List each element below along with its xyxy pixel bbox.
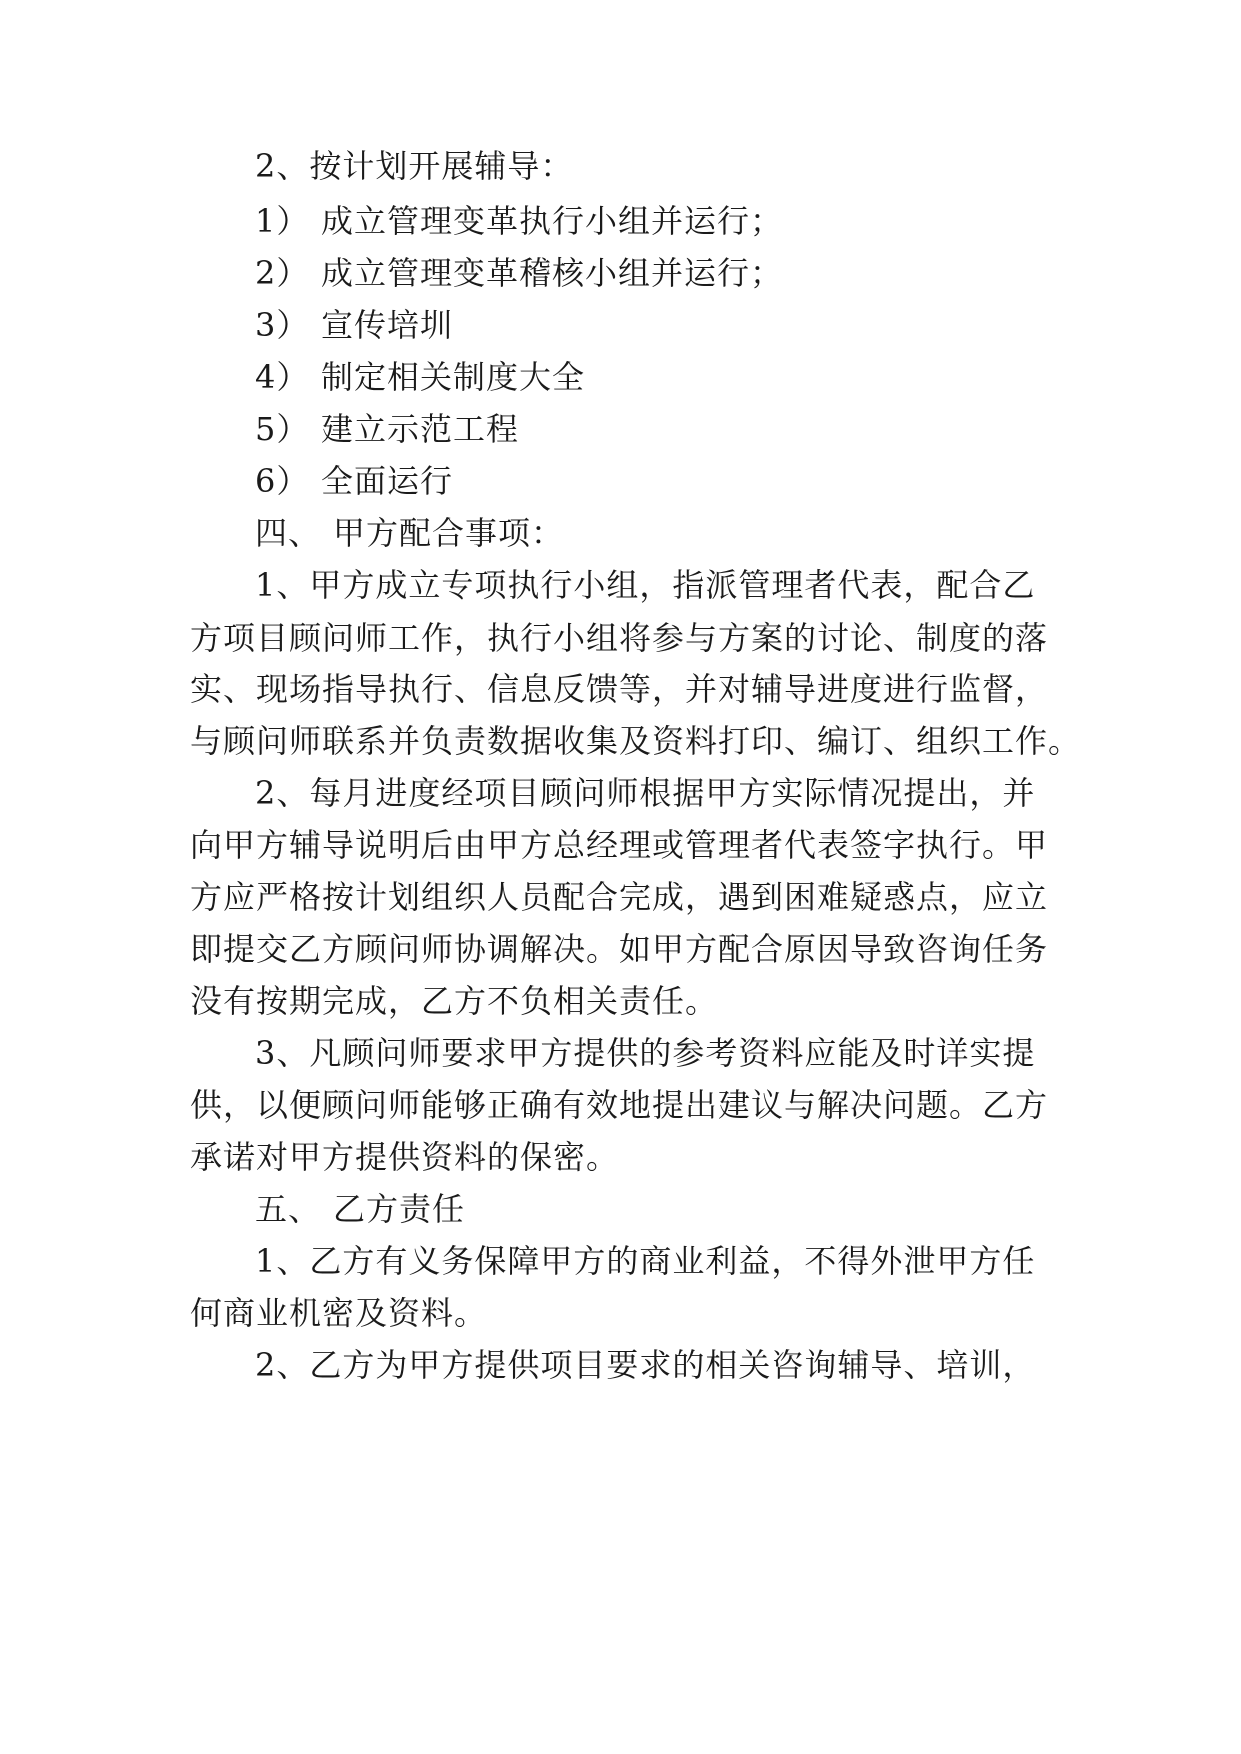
paragraph-line: 即提交乙方顾问师协调解决。如甲方配合原因导致咨询任务 (190, 930, 1049, 968)
list-number: 1） (255, 202, 310, 240)
list-text: 制定相关制度大全 (321, 358, 586, 396)
list-item (255, 459, 453, 503)
list-number: 3） (255, 306, 310, 344)
list-text: 宣传培圳 (321, 306, 454, 344)
paragraph-line: 何商业机密及资料。 (190, 1294, 488, 1332)
list-number: 2） (255, 254, 310, 292)
paragraph-line: 供，以便顾问师能够正确有效地提出建议与解决问题。乙方 (190, 1086, 1049, 1124)
paragraph-line: 2、每月进度经项目顾问师根据甲方实际情况提出，并 (255, 774, 1036, 812)
list-item (255, 199, 783, 243)
list-text: 建立示范工程 (321, 410, 520, 448)
section-number: 四、 (255, 514, 322, 552)
list-number: 6） (255, 462, 310, 500)
paragraph-line: 方应严格按计划组织人员配合完成，遇到困难疑惑点，应立 (190, 878, 1049, 916)
section-title: 乙方责任 (333, 1190, 466, 1228)
paragraph-line: 与顾问师联系并负责数据收集及资料打印、编订、组织工作。 (190, 722, 1082, 760)
list-text: 成立管理变革执行小组并运行； (321, 202, 784, 240)
paragraph-line: 没有按期完成，乙方不负相关责任。 (190, 982, 719, 1020)
list-text: 成立管理变革稽核小组并运行； (321, 254, 784, 292)
section-heading-four (255, 511, 564, 555)
paragraph-line: 3、凡顾问师要求甲方提供的参考资料应能及时详实提 (255, 1034, 1036, 1072)
paragraph-line: 1、甲方成立专项执行小组，指派管理者代表，配合乙 (255, 566, 1036, 604)
paragraph-line: 方项目顾问师工作，执行小组将参与方案的讨论、制度的落 (190, 619, 1049, 657)
list-item (255, 407, 519, 451)
section-number: 五、 (255, 1190, 322, 1228)
list-item (255, 355, 585, 399)
list-text: 全面运行 (321, 462, 454, 500)
section-title: 甲方配合事项： (333, 514, 565, 552)
section-heading-five (255, 1187, 465, 1231)
heading-plan: 2、按计划开展辅导： (255, 147, 574, 185)
list-item (255, 251, 783, 295)
list-item (255, 303, 453, 347)
list-number: 4） (255, 358, 310, 396)
paragraph-line: 1、乙方有义务保障甲方的商业利益，不得外泄甲方任 (255, 1242, 1036, 1280)
paragraph-line: 承诺对甲方提供资料的保密。 (190, 1138, 620, 1176)
paragraph-line: 向甲方辅导说明后由甲方总经理或管理者代表签字执行。甲 (190, 826, 1049, 864)
paragraph-line: 实、现场指导执行、信息反馈等，并对辅导进度进行监督， (190, 670, 1049, 708)
list-number: 5） (255, 410, 310, 448)
paragraph-line: 2、乙方为甲方提供项目要求的相关咨询辅导、培训， (255, 1346, 1036, 1384)
